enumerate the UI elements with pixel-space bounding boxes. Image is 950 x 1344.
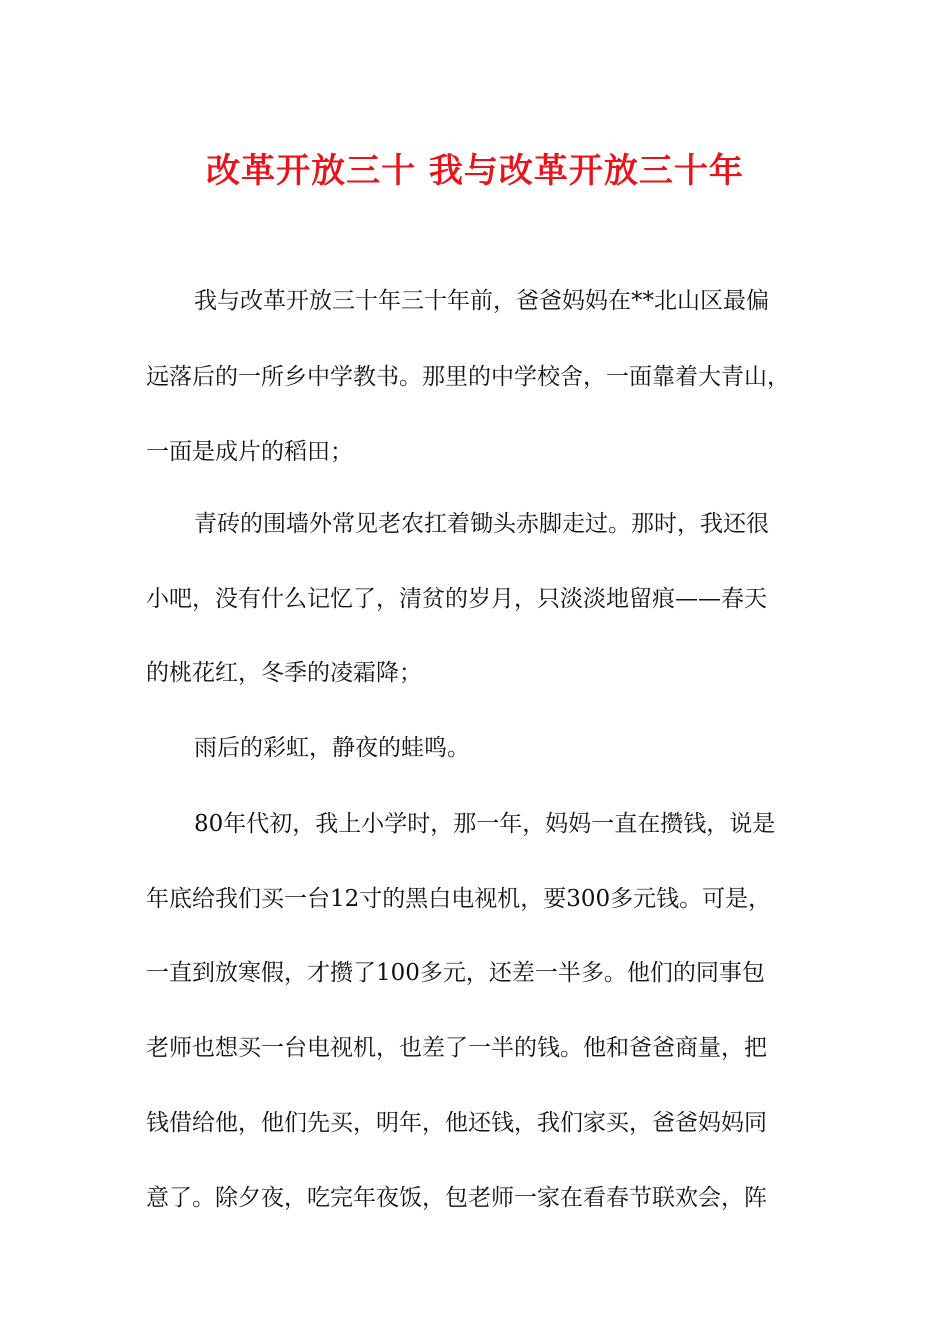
paragraph-line: 青砖的围墙外常见老农扛着锄头赤脚走过。那时，我还很 — [194, 511, 769, 537]
paragraph-line: 老师也想买一台电视机，也差了一半的钱。他和爸爸商量，把 — [146, 1035, 767, 1061]
paragraph-line: 钱借给他，他们先买，明年，他还钱，我们家买，爸爸妈妈同 — [146, 1110, 767, 1136]
paragraph-line: 小吧，没有什么记忆了，清贫的岁月，只淡淡地留痕——春天 — [146, 586, 767, 612]
document-title: 改革开放三十 我与改革开放三十年 — [206, 151, 744, 191]
paragraph-line: 我与改革开放三十年三十年前，爸爸妈妈在**北山区最偏 — [194, 288, 769, 314]
paragraph-line: 一直到放寒假，才攒了100多元，还差一半多。他们的同事包 — [146, 960, 765, 986]
paragraph-line: 年底给我们买一台12寸的黑白电视机，要300多元钱。可是， — [146, 886, 772, 912]
paragraph-line: 意了。除夕夜，吃完年夜饭，包老师一家在看春节联欢会，阵 — [146, 1185, 767, 1211]
paragraph-line: 雨后的彩虹，静夜的蛙鸣。 — [194, 735, 470, 761]
paragraph-line: 一面是成片的稻田； — [146, 439, 353, 465]
paragraph-line: 的桃花红，冬季的凌霜降； — [146, 660, 422, 686]
paragraph-line: 远落后的一所乡中学教书。那里的中学校舍，一面靠着大青山， — [146, 364, 790, 390]
paragraph-line: 80年代初，我上小学时，那一年，妈妈一直在攒钱，说是 — [194, 811, 776, 837]
